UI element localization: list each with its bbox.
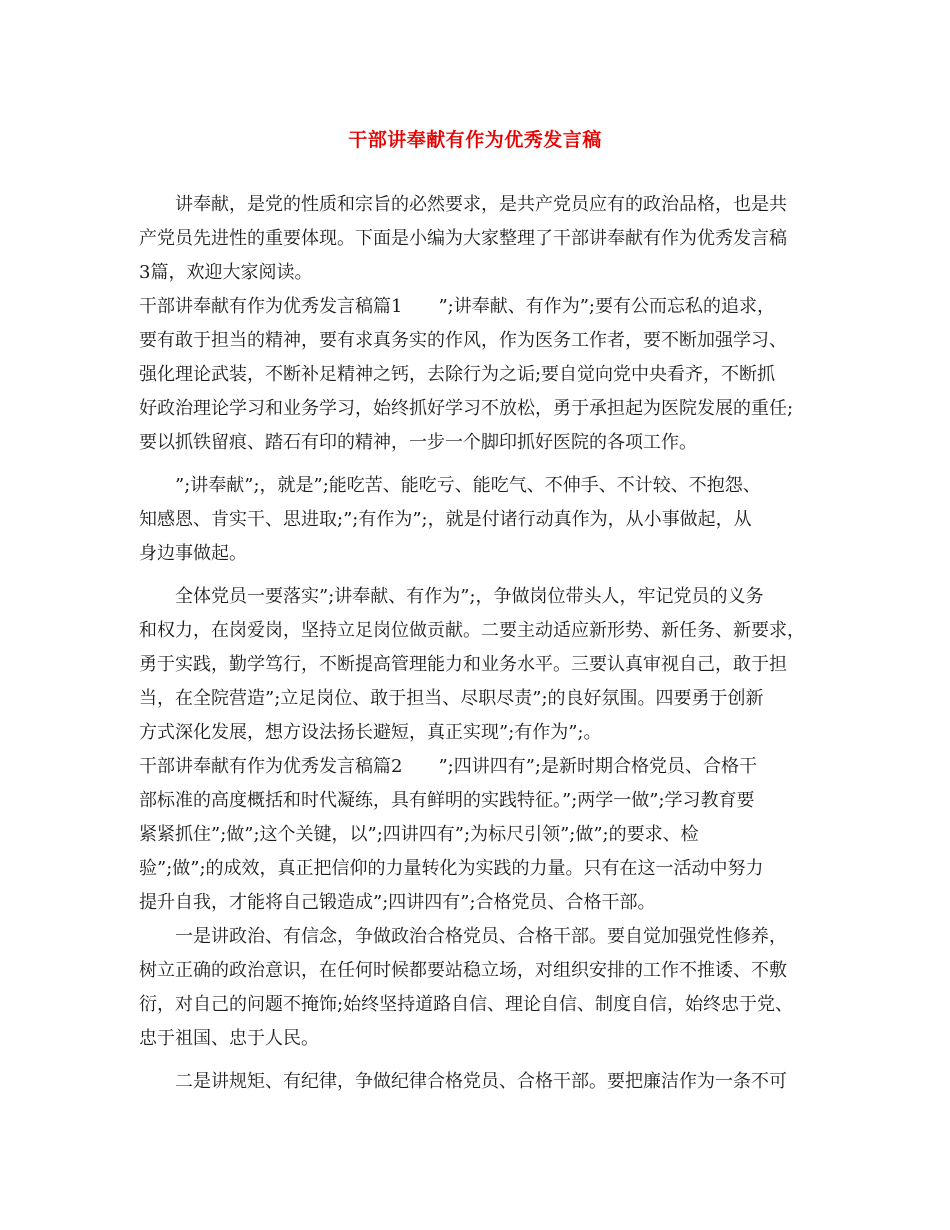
text-line: 干部讲奉献有作为优秀发言稿篇1 ”;讲奉献、有作为”;要有公而忘私的追求， <box>139 296 775 317</box>
text-line: 验”;做”;的成效，真正把信仰的力量转化为实践的力量。只有在这一活动中努力 <box>139 858 764 879</box>
text-line: 身边事做起。 <box>139 543 247 564</box>
text-line: ”;讲奉献”;，就是”;能吃苦、能吃亏、能吃气、不伸手、不计较、不抱怨、 <box>175 475 761 496</box>
text-line: 二是讲规矩、有纪律，争做纪律合格党员、合格干部。要把廉洁作为一条不可 <box>175 1071 787 1092</box>
text-line: 干部讲奉献有作为优秀发言稿篇2 ”;四讲四有”;是新时期合格党员、合格干 <box>139 756 757 777</box>
text-line: 好政治理论学习和业务学习，始终抓好学习不放松，勇于承担起为医院发展的重任; <box>139 398 794 419</box>
text-line: 树立正确的政治意识，在任何时候都要站稳立场，对组织安排的工作不推诿、不敷 <box>139 960 787 981</box>
text-line: 方式深化发展，想方设法扬长避短，真正实现”;有作为”;。 <box>139 722 602 743</box>
text-line: 全体党员一要落实”;讲奉献、有作为”;，争做岗位带头人，牢记党员的义务 <box>175 586 764 607</box>
text-line: 和权力，在岗爱岗，坚持立足岗位做贡献。二要主动适应新形势、新任务、新要求， <box>139 620 805 641</box>
text-line: 部标准的高度概括和时代凝练，具有鲜明的实践特征。”;两学一做”;学习教育要 <box>139 790 755 811</box>
text-line: 3篇，欢迎大家阅读。 <box>139 262 313 283</box>
text-line: 要有敢于担当的精神，要有求真务实的作风，作为医务工作者，要不断加强学习、 <box>139 330 787 351</box>
text-line: 衍，对自己的问题不掩饰;始终坚持道路自信、理论自信、制度自信，始终忠于党、 <box>139 994 794 1015</box>
text-line: 强化理论武装，不断补足精神之钙，去除行为之诟;要自觉向党中央看齐，不断抓 <box>139 364 776 385</box>
text-line: 紧紧抓住”;做”;这个关键，以”;四讲四有”;为标尺引领”;做”;的要求、检 <box>139 824 699 845</box>
text-line: 提升自我，才能将自己锻造成”;四讲四有”;合格党员、合格干部。 <box>139 892 656 913</box>
document-body <box>139 188 829 1099</box>
text-line: 要以抓铁留痕、踏石有印的精神，一步一个脚印抓好医院的各项工作。 <box>139 432 697 453</box>
text-line: 当，在全院营造”;立足岗位、敢于担当、尽职尽责”;的良好氛围。四要勇于创新 <box>139 688 764 709</box>
text-line: 勇于实践，勤学笃行，不断提高管理能力和业务水平。三要认真审视自己，敢于担 <box>139 654 787 675</box>
document-title: 干部讲奉献有作为优秀发言稿 <box>348 129 602 151</box>
text-line: 一是讲政治、有信念，争做政治合格党员、合格干部。要自觉加强党性修养， <box>175 926 787 947</box>
text-line: 产党员先进性的重要体现。下面是小编为大家整理了干部讲奉献有作为优秀发言稿 <box>139 228 787 249</box>
text-line: 讲奉献，是党的性质和宗旨的必然要求，是共产党员应有的政治品格，也是共 <box>175 194 787 215</box>
text-line: 知感恩、肯实干、思进取;”;有作为”;，就是付诸行动真作为，从小事做起，从 <box>139 509 752 530</box>
text-line: 忠于祖国、忠于人民。 <box>139 1028 319 1049</box>
